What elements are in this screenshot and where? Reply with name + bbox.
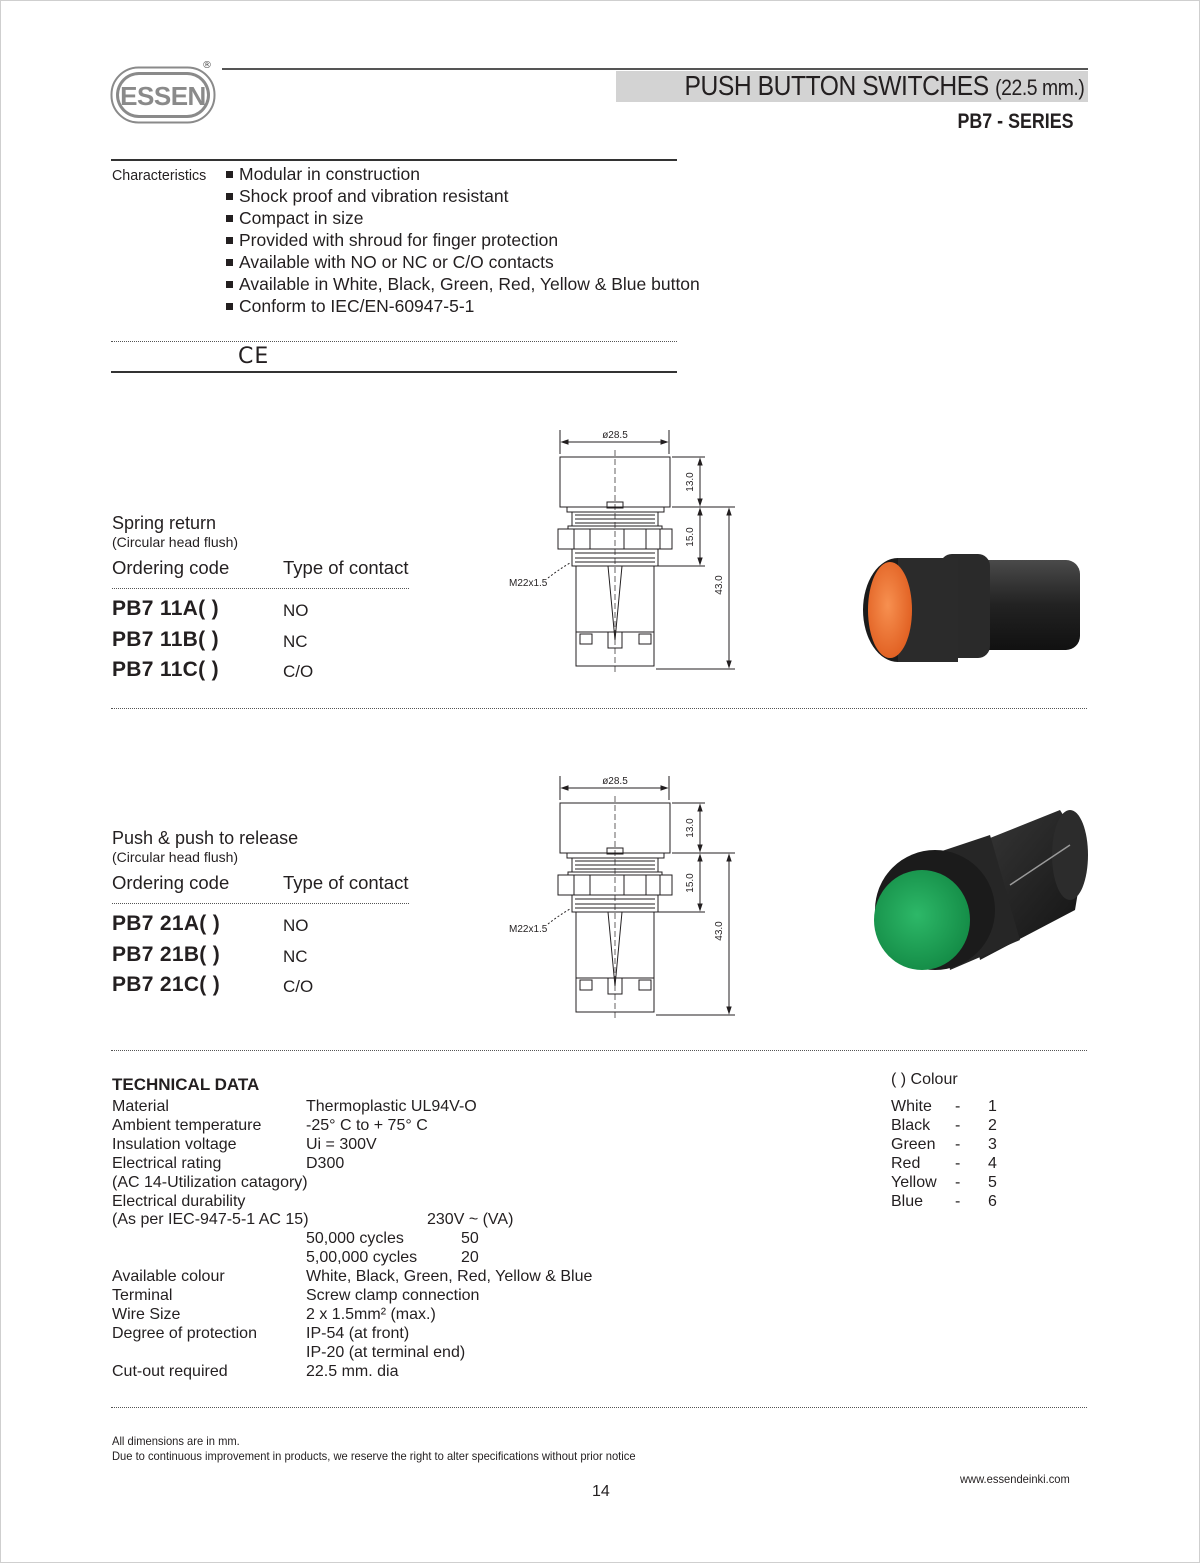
tech-label: Available colour bbox=[112, 1268, 225, 1286]
series-label: PB7 - SERIES bbox=[957, 110, 1074, 133]
bullet-icon bbox=[226, 193, 233, 200]
contact-type: NO bbox=[283, 601, 309, 620]
colour-name: White bbox=[891, 1098, 932, 1115]
tech-extra: 20 bbox=[461, 1249, 479, 1267]
ce-mark-icon: CE bbox=[238, 344, 270, 369]
section-title: Push & push to release bbox=[112, 828, 299, 848]
characteristic-item: Modular in construction bbox=[226, 163, 700, 185]
disclaimer-note: Due to continuous improvement in products, we reserve the right to alter specifications without prior notice bbox=[112, 1449, 636, 1463]
tech-value: IP-20 (at terminal end) bbox=[306, 1343, 466, 1361]
colour-separator: - bbox=[955, 1116, 961, 1134]
ordering-code: PB7 21B( ) bbox=[112, 943, 221, 966]
contact-type: C/O bbox=[283, 662, 314, 681]
tech-label: Insulation voltage bbox=[112, 1135, 237, 1153]
tech-label: (As per IEC-947-5-1 AC 15) bbox=[112, 1211, 309, 1229]
dimension-drawing bbox=[500, 766, 760, 1026]
tech-label: Terminal bbox=[112, 1287, 173, 1304]
characteristics-label: Characteristics bbox=[112, 167, 207, 184]
tech-value: Screw clamp connection bbox=[306, 1287, 480, 1304]
colour-code: 6 bbox=[988, 1192, 997, 1210]
colour-name: Red bbox=[891, 1154, 921, 1172]
page-title: PUSH BUTTON SWITCHES (22.5 mm.) bbox=[684, 70, 1084, 101]
logo-text: ESSEN bbox=[120, 81, 206, 111]
tech-label: (AC 14-Utilization catagory) bbox=[112, 1173, 308, 1191]
colour-code: 4 bbox=[988, 1154, 997, 1172]
tech-value: 22.5 mm. dia bbox=[306, 1362, 399, 1380]
bullet-icon bbox=[226, 303, 233, 310]
dotted-divider bbox=[111, 341, 677, 342]
colour-code: 5 bbox=[988, 1173, 997, 1191]
tech-label: Electrical durability bbox=[112, 1192, 246, 1210]
dotted-divider bbox=[112, 588, 409, 589]
ordering-code: PB7 21A( ) bbox=[112, 912, 221, 935]
tech-value: 5,00,000 cycles bbox=[306, 1249, 418, 1267]
mount-height-label: 15.0 bbox=[685, 527, 696, 547]
characteristic-item: Available in White, Black, Green, Red, Yellow & Blue button bbox=[226, 273, 700, 295]
tech-value: D300 bbox=[306, 1154, 345, 1172]
tech-label: Degree of protection bbox=[112, 1324, 257, 1342]
tech-value: Ui = 300V bbox=[306, 1135, 377, 1153]
divider bbox=[111, 371, 677, 373]
diameter-label: ø28.5 bbox=[602, 776, 628, 787]
divider bbox=[111, 159, 677, 161]
tech-value: Thermoplastic UL94V-O bbox=[306, 1098, 477, 1115]
tech-label: Ambient temperature bbox=[112, 1116, 262, 1134]
colour-code: 1 bbox=[988, 1098, 997, 1115]
dotted-divider bbox=[111, 708, 1087, 709]
green-push-button-image bbox=[860, 800, 1090, 980]
essen-logo bbox=[110, 66, 216, 124]
colour-name: Blue bbox=[891, 1192, 924, 1210]
thread-label: M22x1.5 bbox=[509, 578, 548, 589]
tech-label: Electrical rating bbox=[112, 1154, 222, 1172]
dotted-divider bbox=[111, 1050, 1087, 1051]
dimensions-note: All dimensions are in mm. bbox=[112, 1434, 240, 1448]
tech-value: White, Black, Green, Red, Yellow & Blue bbox=[306, 1268, 593, 1286]
colour-separator: - bbox=[955, 1154, 961, 1172]
characteristic-item: Provided with shroud for finger protection bbox=[226, 229, 700, 251]
mount-height-label: 15.0 bbox=[685, 873, 696, 893]
colour-name: Green bbox=[891, 1135, 936, 1153]
colour-name: Yellow bbox=[891, 1173, 937, 1191]
characteristic-item: Compact in size bbox=[226, 207, 700, 229]
tech-label: Material bbox=[112, 1098, 169, 1115]
tech-value: -25° C to + 75° C bbox=[306, 1116, 428, 1134]
page-number: 14 bbox=[592, 1483, 610, 1500]
colour-separator: - bbox=[955, 1192, 961, 1210]
head-height-label: 13.0 bbox=[685, 818, 696, 838]
tech-extra: 230V ~ (VA) bbox=[427, 1211, 514, 1229]
characteristic-item: Available with NO or NC or C/O contacts bbox=[226, 251, 700, 273]
colour-name: Black bbox=[891, 1116, 931, 1134]
colour-separator: - bbox=[955, 1173, 961, 1191]
section-title: Spring return bbox=[112, 513, 217, 533]
colour-code: 2 bbox=[988, 1116, 997, 1134]
colour-code: 3 bbox=[988, 1135, 997, 1153]
diameter-label: ø28.5 bbox=[602, 430, 628, 441]
contact-type: NO bbox=[283, 916, 309, 935]
characteristic-item: Conform to IEC/EN-60947-5-1 bbox=[226, 295, 700, 317]
tech-extra: 50 bbox=[461, 1230, 479, 1248]
technical-data-title: TECHNICAL DATA bbox=[112, 1075, 260, 1094]
tech-label: Wire Size bbox=[112, 1305, 181, 1323]
registered-mark: ® bbox=[202, 60, 212, 71]
ordering-code-header: Ordering code bbox=[112, 557, 230, 578]
tech-label: Cut-out required bbox=[112, 1362, 228, 1380]
dotted-divider bbox=[112, 903, 409, 904]
bullet-icon bbox=[226, 281, 233, 288]
ordering-code-header: Ordering code bbox=[112, 872, 230, 893]
website-link[interactable]: www.essendeinki.com bbox=[960, 1472, 1070, 1486]
bullet-icon bbox=[226, 259, 233, 266]
colour-code-title: ( ) Colour bbox=[891, 1071, 958, 1088]
bullet-icon bbox=[226, 215, 233, 222]
dotted-divider bbox=[111, 1407, 1087, 1408]
total-depth-label: 43.0 bbox=[714, 921, 725, 941]
head-height-label: 13.0 bbox=[685, 472, 696, 492]
thread-label: M22x1.5 bbox=[509, 924, 548, 935]
tech-value: 50,000 cycles bbox=[306, 1230, 404, 1248]
contact-type: NC bbox=[283, 947, 308, 966]
colour-separator: - bbox=[955, 1098, 961, 1115]
bullet-icon bbox=[226, 171, 233, 178]
ordering-code: PB7 11C( ) bbox=[112, 658, 219, 681]
ordering-code: PB7 11B( ) bbox=[112, 628, 219, 651]
colour-separator: - bbox=[955, 1135, 961, 1153]
ordering-code: PB7 21C( ) bbox=[112, 973, 221, 996]
tech-value: IP-54 (at front) bbox=[306, 1324, 410, 1342]
total-depth-label: 43.0 bbox=[714, 575, 725, 595]
characteristic-item: Shock proof and vibration resistant bbox=[226, 185, 700, 207]
orange-push-button-image bbox=[860, 540, 1090, 680]
contact-type-header: Type of contact bbox=[283, 872, 409, 893]
contact-type-header: Type of contact bbox=[283, 557, 409, 578]
tech-value: 2 x 1.5mm² (max.) bbox=[306, 1305, 436, 1323]
ordering-code: PB7 11A( ) bbox=[112, 597, 219, 620]
section-subtitle: (Circular head flush) bbox=[112, 534, 239, 550]
contact-type: NC bbox=[283, 632, 308, 651]
section-subtitle: (Circular head flush) bbox=[112, 849, 239, 865]
characteristics-list bbox=[226, 163, 700, 317]
bullet-icon bbox=[226, 237, 233, 244]
dimension-drawing bbox=[500, 420, 760, 680]
contact-type: C/O bbox=[283, 977, 314, 996]
